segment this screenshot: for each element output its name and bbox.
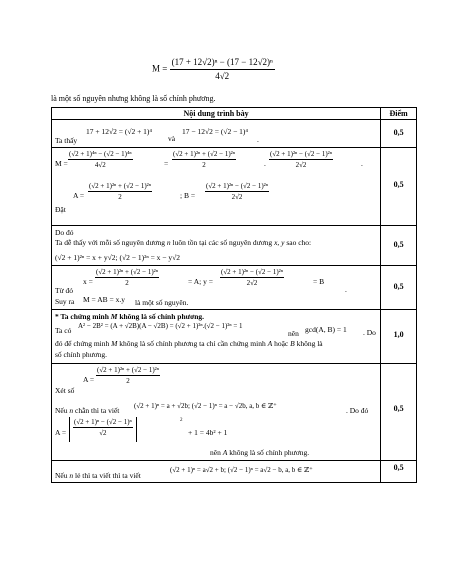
top-formula-numerator: (17 + 12√2)ⁿ − (17 − 12√2)ⁿ (170, 56, 275, 70)
row6-score: 0,5 (393, 404, 404, 413)
table-header-row (52, 108, 417, 120)
solution-table (51, 107, 417, 483)
row4-rhs: = B (313, 277, 325, 286)
row5-bold-m: M (110, 312, 118, 321)
row5-l2gcd: gcd(A, B) = 1 (305, 325, 347, 334)
row5-l3m: M (111, 339, 118, 348)
row2-fb-den: 2√2 (231, 193, 243, 201)
top-formula-fraction (170, 56, 275, 83)
row2-score: 0,5 (393, 180, 404, 189)
row5-l3d: không là (296, 339, 323, 348)
row3-line2n: n (166, 238, 171, 247)
row6-last-A: A (222, 448, 228, 457)
row7-l-math: (√2 + 1)ⁿ = a√2 + b; (√2 − 1)ⁿ = a√2 − b, a, b ∈ ℤ⁺ (170, 466, 313, 474)
row7-score: 0,5 (393, 463, 404, 472)
row6-big-rhs: + 1 = 4b² + 1 (188, 428, 228, 437)
row4-fraction-x (95, 267, 159, 288)
row1-dot: . (257, 135, 259, 144)
row6-fa-num: (√2 + 1)²ⁿ + (√2 − 1)²ⁿ (97, 366, 159, 374)
row7-l-n: n (69, 471, 74, 480)
row2-fraction-1 (68, 149, 133, 170)
row1-score: 0,5 (393, 128, 404, 137)
row4-score: 0,5 (393, 282, 404, 291)
row3-line2a: Ta dễ thấy với mỗi số nguyên dương (55, 238, 165, 247)
row2-fraction-3 (269, 149, 333, 170)
row2-fa-num: (√2 + 1)²ⁿ + (√2 − 1)²ⁿ (89, 182, 151, 190)
row5-score: 1,0 (393, 330, 404, 339)
row2-semi: ; B = (180, 191, 196, 200)
top-formula-lhs: M = (152, 63, 168, 74)
table-row (52, 226, 417, 266)
table-row: Xét số A = $\frac{\text{(√2 + 1)²ⁿ + (√2 − 1)²ⁿ}}{2}$ Nếu n chẵn thì ta viết (√2 + 1)ⁿ = a + √2b; (√2 − 1)ⁿ = a − √2b, a, b ∈ ℤ⁺ . Do đó A = $\frac{\text{(√2 + 1)ⁿ − (√2 − 1)ⁿ}}{√2}$ 2 + 1 = 4b² + 1 nên A không là số chính phương. 0,5 (52, 364, 417, 461)
row6-text-xet: Xét số (55, 386, 75, 395)
row2-fraction-2 (172, 149, 236, 170)
row2-f1-den: 4√2 (94, 161, 106, 169)
row4-text-suyra2: là một số nguyên. (135, 298, 189, 307)
row5-l3c: hoặc (274, 339, 289, 348)
header-content: Nội dung trình bày (52, 108, 381, 120)
row7-l-le: lẻ thì ta viết thì ta viết (75, 471, 141, 480)
row5-l3A: A (267, 339, 273, 348)
table-row (52, 461, 417, 483)
row2-f3-num: (√2 + 1)²ⁿ − (√2 − 1)²ⁿ (270, 150, 332, 158)
row6-last-a: nên (210, 448, 221, 457)
row4-mid: = A; y = (188, 277, 213, 286)
row6-big-lhs: A = (55, 428, 67, 437)
row3-line2b: luôn tồn tại các số nguyên dương (172, 238, 273, 247)
row6-a-lhs: A = (83, 375, 95, 384)
row3-line1: Do đó (55, 228, 74, 237)
intro-text: là một số nguyên nhưng không là số chính phương. (51, 94, 216, 103)
row6-fa-den: 2 (126, 377, 130, 385)
row4-text-suyra: Suy ra (55, 297, 75, 306)
row5-l3B: B (290, 339, 295, 348)
row3-line2c: sao cho: (286, 238, 312, 247)
row2-fb-num: (√2 + 1)²ⁿ − (√2 − 1)²ⁿ (206, 182, 268, 190)
row2-fraction-a (88, 181, 152, 202)
row4-text-tudo: Từ đó (55, 286, 74, 295)
table-row (52, 148, 417, 226)
row5-l3b: không là số chính phương ta chỉ cần chứng minh (119, 339, 266, 348)
row4-dot: . (345, 285, 347, 294)
row6-l-neu: Nếu (55, 406, 68, 415)
row1-math-a: 17 + 12√2 = (√2 + 1)⁴ (86, 127, 153, 136)
row3-score: 0,5 (393, 240, 404, 249)
row4-fx-num: (√2 + 1)²ⁿ + (√2 − 1)²ⁿ (96, 268, 158, 276)
row5-l3a: đó để chứng minh (55, 339, 110, 348)
row6-l-math: (√2 + 1)ⁿ = a + √2b; (√2 − 1)ⁿ = a − √2b, a, b ∈ ℤ⁺ (134, 402, 277, 410)
row5-l2b: nên (288, 329, 299, 338)
row1-math-b: 17 − 12√2 = (√2 − 1)⁴ (182, 127, 249, 136)
row6-l-n: n (69, 406, 74, 415)
row5-l2math: A² − 2B² = (A + √2B)(A − √2B) = (√2 + 1)²ⁿ.(√2 − 1)²ⁿ = 1 (78, 322, 243, 330)
row5-bold-a: * Ta chứng minh (55, 312, 109, 321)
row6-big-num: (√2 + 1)ⁿ − (√2 − 1)ⁿ (74, 418, 132, 426)
row1-text-a: Ta thấy (55, 136, 78, 145)
row4-fy-num: (√2 + 1)²ⁿ − (√2 − 1)²ⁿ (221, 268, 283, 276)
row2-end: . (361, 159, 363, 168)
row2-f3-den: 2√2 (295, 161, 307, 169)
table-row (52, 310, 417, 364)
row4-fy-den: 2√2 (246, 279, 258, 287)
row2-f1-num: (√2 + 1)⁴ⁿ − (√2 − 1)⁴ⁿ (69, 150, 132, 158)
row2-f2-num: (√2 + 1)²ⁿ + (√2 − 1)²ⁿ (173, 150, 235, 158)
row4-fraction-y (220, 267, 284, 288)
table-row (52, 120, 417, 148)
row2-a-lhs: A = (73, 191, 85, 200)
top-formula (152, 56, 275, 83)
row3-line3: (√2 + 1)²ⁿ = x + y√2; (√2 − 1)²ⁿ = x − y√2 (55, 253, 181, 262)
row7-l-neu: Nếu (55, 471, 68, 480)
table-row (52, 266, 417, 310)
row2-f2-den: 2 (202, 161, 206, 169)
row2-text-dat: Đặt (55, 205, 66, 214)
top-formula-denominator: 4√2 (215, 71, 230, 81)
row4-x-lhs: x = (83, 277, 93, 286)
row4-fx-den: 2 (125, 279, 129, 287)
row6-fraction-big (73, 417, 133, 438)
row2-fa-den: 2 (118, 193, 122, 201)
row4-math-suyra: M = AB = x.y (83, 295, 126, 304)
row2-fraction-b (205, 181, 269, 202)
row5-l2c: . Do (363, 328, 376, 337)
row2-m-lhs: M = (55, 159, 68, 168)
row5-l2a: Ta có (55, 326, 72, 335)
header-score: Điểm (381, 108, 417, 120)
row6-last-b: không là số chính phương. (229, 448, 310, 457)
row1-text-b: và (168, 134, 176, 143)
row6-big-den: √2 (99, 429, 107, 437)
row5-bold-b: không là số chính phương. (119, 312, 205, 321)
row3-line2xy: x, y (274, 238, 285, 247)
row2-dot1: . (264, 159, 266, 168)
row5-l4: số chính phương. (55, 350, 107, 359)
row6-fraction-a (96, 365, 160, 386)
row6-l-chan: chẵn thì ta viết (75, 406, 120, 415)
row2-eq: = (164, 159, 169, 168)
row6-l-dodo: . Do đó (346, 406, 369, 415)
